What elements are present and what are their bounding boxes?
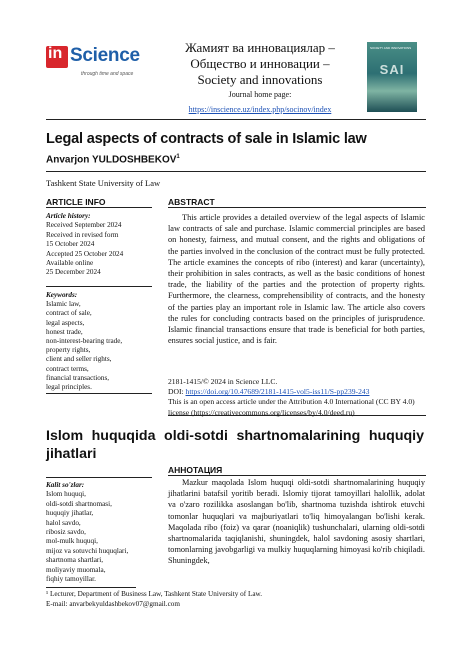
homepage-label: Journal home page: bbox=[228, 90, 292, 99]
keyword-item: contract terms, bbox=[46, 364, 89, 373]
doi-label: DOI: bbox=[168, 387, 186, 397]
header-divider bbox=[46, 119, 426, 120]
footnote bbox=[46, 590, 426, 609]
keyword-item: legal principles. bbox=[46, 383, 92, 392]
history-line: 25 December 2024 bbox=[46, 268, 101, 277]
abstract-text: This article provides a detailed overview of the legal aspects of Islamic law contracts of sale and purchase. Islamic commercial principles are based on honesty, fairness, and mutual consent, and the rights and obligations of the parties involved in the conclusion of the contract must be fully protected. The article examines the concepts of ribo (interest) and karar (uncertainty), their prohibition in sales contracts, as well as the basic conditions of honest trade, the liability of the parties and the protection of property rights. Furthermore, the clearness, comprehensibility of contracts, and the honesty of the parties play an important role in Islamic law. The article also covers the rules for concluding contracts based on the principles of jurisprudence. Islamic financial transactions ensure that trade is beneficial for both parties, ensures social justice, and is fair. bbox=[168, 213, 425, 346]
article-info-rule bbox=[46, 207, 152, 208]
annotation-text: Mazkur maqolada Islom huquqi oldi-sotdi shartnomalarining huquqiy jihatlarini batafsil yoritib beradi. Islomiy tijorat tamoyillari halollik, adolat va o'zaro rozilikka asoslangan bo'lib, shartnoma tuzishda ishtirok etuvchi tomonlar huquqlari va majburiyatlari to'liq himoyalangan bo'lishi kerak. Maqolada ribo (foiz) va qarar (noaniqlik) tushunchalari, ularning oldi-sotdi shartnomalarida taqiqlanishi, shuningdek, halol savdoning asosiy shartlari, tomonlarning javobgarligi va mulkiy huquqlarning himoyasi ko'rib chiqiladi. Shuningdek, bbox=[168, 478, 425, 566]
uz-keywords-top-rule bbox=[46, 477, 152, 478]
license-text: This is an open access article under the Attribution 4.0 International (CC BY 4.0) license (https://creativecommons.org/licenses/by/4.0/deed.ru) bbox=[168, 397, 415, 417]
journal-header bbox=[150, 40, 370, 117]
logo-science-text: Science bbox=[70, 45, 140, 66]
journal-cover-image bbox=[367, 42, 417, 112]
keywords-label: Keywords: bbox=[46, 291, 78, 299]
uz-keyword-item: oldi-sotdi shartnomasi, bbox=[46, 499, 112, 508]
history-line: Available online bbox=[46, 259, 94, 268]
uz-keyword-item: mijoz va sotuvchi huquqlari, bbox=[46, 546, 129, 555]
uz-keyword-item: moliyaviy muomala, bbox=[46, 565, 106, 574]
annotation-body bbox=[168, 477, 425, 567]
abstract-body bbox=[168, 212, 425, 346]
author-affiliation: Tashkent State University of Law bbox=[46, 178, 161, 188]
uz-article-title: Islom huquqida oldi-sotdi shartnomalarining huquqiy jihatlari bbox=[46, 428, 424, 462]
article-history bbox=[46, 212, 146, 278]
history-line: 15 October 2024 bbox=[46, 240, 95, 249]
footnote-affiliation: ¹ Lecturer, Department of Business Law, Tashkent State University of Law. bbox=[46, 590, 263, 598]
footnote-email: E-mail: anvarbekyuldashbekov07@gmail.com bbox=[46, 599, 180, 608]
logo-in-text: in bbox=[48, 45, 63, 62]
article-title: Legal aspects of contracts of sale in Islamic law bbox=[46, 131, 367, 147]
doi-link[interactable]: https://doi.org/10.47689/2181-1415-vol5-iss11/S-pp239-243 bbox=[185, 387, 370, 397]
abstract-bottom-rule bbox=[168, 415, 426, 416]
publisher-logo bbox=[46, 43, 146, 83]
abstract-heading: ABSTRACT bbox=[168, 197, 215, 207]
keyword-item: financial transactions, bbox=[46, 373, 110, 382]
footnote-rule bbox=[46, 587, 136, 588]
keyword-item: property rights, bbox=[46, 346, 91, 355]
keywords-list bbox=[46, 291, 146, 392]
issn-line: 2181-1415/© 2024 in Science LLC. bbox=[168, 377, 278, 386]
history-line: Received in revised form bbox=[46, 230, 119, 239]
keywords-rule bbox=[46, 286, 152, 287]
journal-title-en: Society and innovations bbox=[197, 72, 323, 87]
history-label: Article history: bbox=[46, 212, 91, 220]
uz-keyword-item: Islom huquqi, bbox=[46, 490, 86, 499]
copyright-block bbox=[168, 377, 425, 418]
info-bottom-rule bbox=[46, 393, 152, 394]
article-author bbox=[46, 154, 180, 165]
uz-keyword-item: shartnoma shartlari, bbox=[46, 556, 104, 565]
annotation-rule bbox=[168, 475, 426, 476]
keyword-item: contract of sale, bbox=[46, 309, 92, 318]
article-info-heading: ARTICLE INFO bbox=[46, 197, 106, 207]
keyword-item: legal aspects, bbox=[46, 318, 85, 327]
keyword-item: Islamic law, bbox=[46, 300, 81, 309]
abstract-rule bbox=[168, 207, 426, 208]
uz-keywords-list bbox=[46, 481, 146, 584]
uz-keyword-item: mol-mulk huquqi, bbox=[46, 537, 98, 546]
doi-line bbox=[168, 387, 425, 397]
uz-keyword-item: huquqiy jihatlar, bbox=[46, 509, 94, 518]
keyword-item: honest trade, bbox=[46, 327, 83, 336]
uz-keyword-item: ribosiz savdo, bbox=[46, 528, 86, 537]
keyword-item: client and seller rights, bbox=[46, 355, 112, 364]
history-line: Accepted 25 October 2024 bbox=[46, 249, 124, 258]
history-line: Received September 2024 bbox=[46, 221, 122, 230]
uz-keyword-item: fiqhiy tamoyillar. bbox=[46, 575, 96, 584]
author-divider bbox=[46, 171, 426, 172]
uz-keyword-item: halol savdo, bbox=[46, 518, 81, 527]
journal-title-ru: Общество и инновации – bbox=[190, 56, 330, 71]
logo-tagline: through time and space bbox=[81, 71, 134, 77]
homepage-link[interactable]: https://inscience.uz/index.php/socinov/index bbox=[188, 105, 332, 114]
keyword-item: non-interest-bearing trade, bbox=[46, 337, 123, 346]
cover-subtitle: SOCIETY AND INNOVATIONS bbox=[370, 46, 412, 50]
cover-title: SAI bbox=[379, 62, 405, 77]
author-footnote-mark: 1 bbox=[176, 154, 180, 160]
annotation-heading: АННОТАЦИЯ bbox=[168, 465, 223, 475]
journal-title-uz: Жамият ва инновациялар – bbox=[185, 40, 335, 55]
author-name: Anvarjon YULDOSHBEKOV bbox=[46, 154, 177, 166]
uz-keywords-label: Kalit so'zlar: bbox=[46, 481, 85, 489]
